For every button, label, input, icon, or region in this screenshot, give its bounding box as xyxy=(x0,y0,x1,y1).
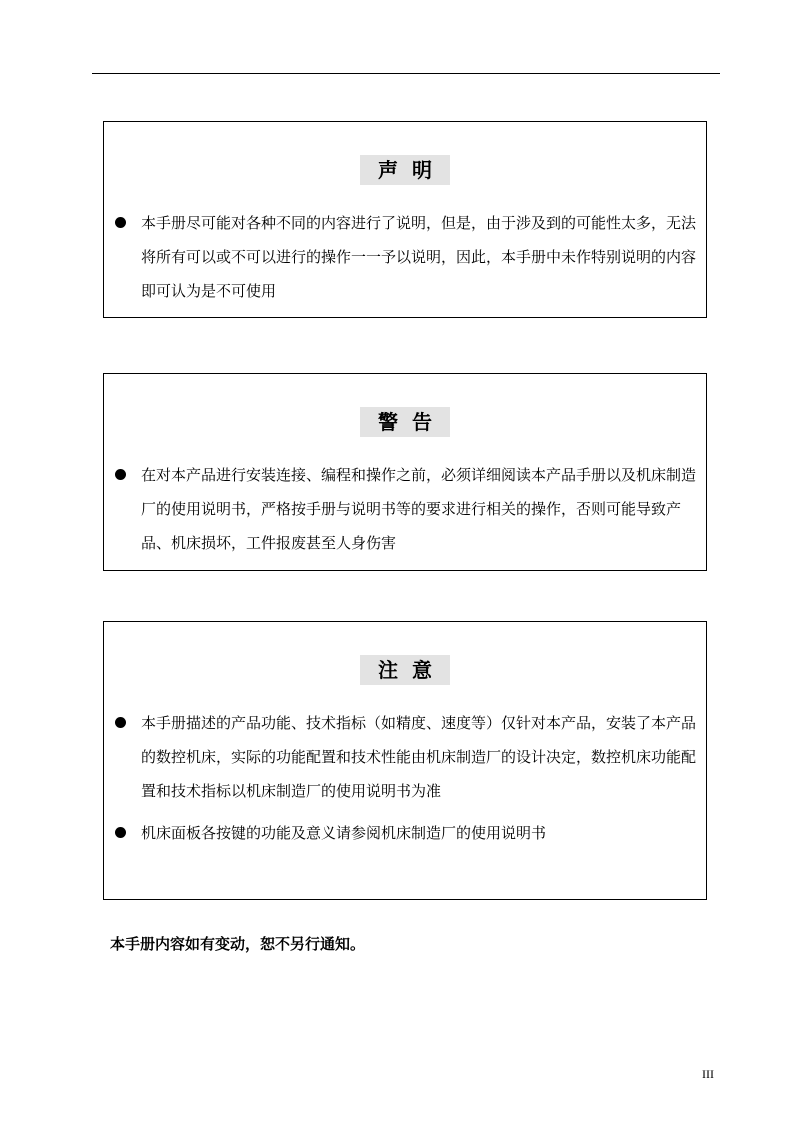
declaration-box xyxy=(103,121,707,318)
declaration-item-text: 本手册尽可能对各种不同的内容进行了说明，但是，由于涉及到的可能性太多，无法将所有可以或不可以进行的操作一一予以说明，因此，本手册中未作特别说明的内容即可认为是不可使用 xyxy=(141,214,697,300)
declaration-title xyxy=(104,155,706,185)
declaration-item xyxy=(114,206,696,308)
footer-note: 本手册内容如有变动，恕不另行通知。 xyxy=(110,935,366,953)
declaration-list xyxy=(114,206,696,316)
warning-box xyxy=(103,373,707,571)
header-rule xyxy=(92,73,720,74)
bullet-icon xyxy=(115,717,126,728)
notice-item xyxy=(114,706,696,808)
bullet-icon xyxy=(115,827,126,838)
notice-item-text: 本手册描述的产品功能、技术指标（如精度、速度等）仅针对本产品，安装了本产品的数控机床，实际的功能配置和技术性能由机床制造厂的设计决定，数控机床功能配置和技术指标以机床制造厂的使用说明书为准 xyxy=(141,714,697,800)
notice-box xyxy=(103,621,707,900)
bullet-icon xyxy=(115,469,126,480)
warning-title-text: 警告 xyxy=(360,407,450,437)
notice-item-text: 机床面板各按键的功能及意义请参阅机床制造厂的使用说明书 xyxy=(141,824,547,842)
page-number: III xyxy=(702,1067,714,1081)
warning-item xyxy=(114,458,696,560)
warning-item-text: 在对本产品进行安装连接、编程和操作之前，必须详细阅读本产品手册以及机床制造厂的使用说明书，严格按手册与说明书等的要求进行相关的操作，否则可能导致产品、机床损坏，工件报废甚至人身伤害 xyxy=(141,466,697,552)
declaration-title-text: 声明 xyxy=(360,155,450,185)
bullet-icon xyxy=(115,217,126,228)
notice-item xyxy=(114,816,696,850)
notice-title-text: 注意 xyxy=(360,655,450,685)
warning-title xyxy=(104,407,706,437)
notice-list xyxy=(114,706,696,858)
warning-list xyxy=(114,458,696,568)
notice-title xyxy=(104,655,706,685)
